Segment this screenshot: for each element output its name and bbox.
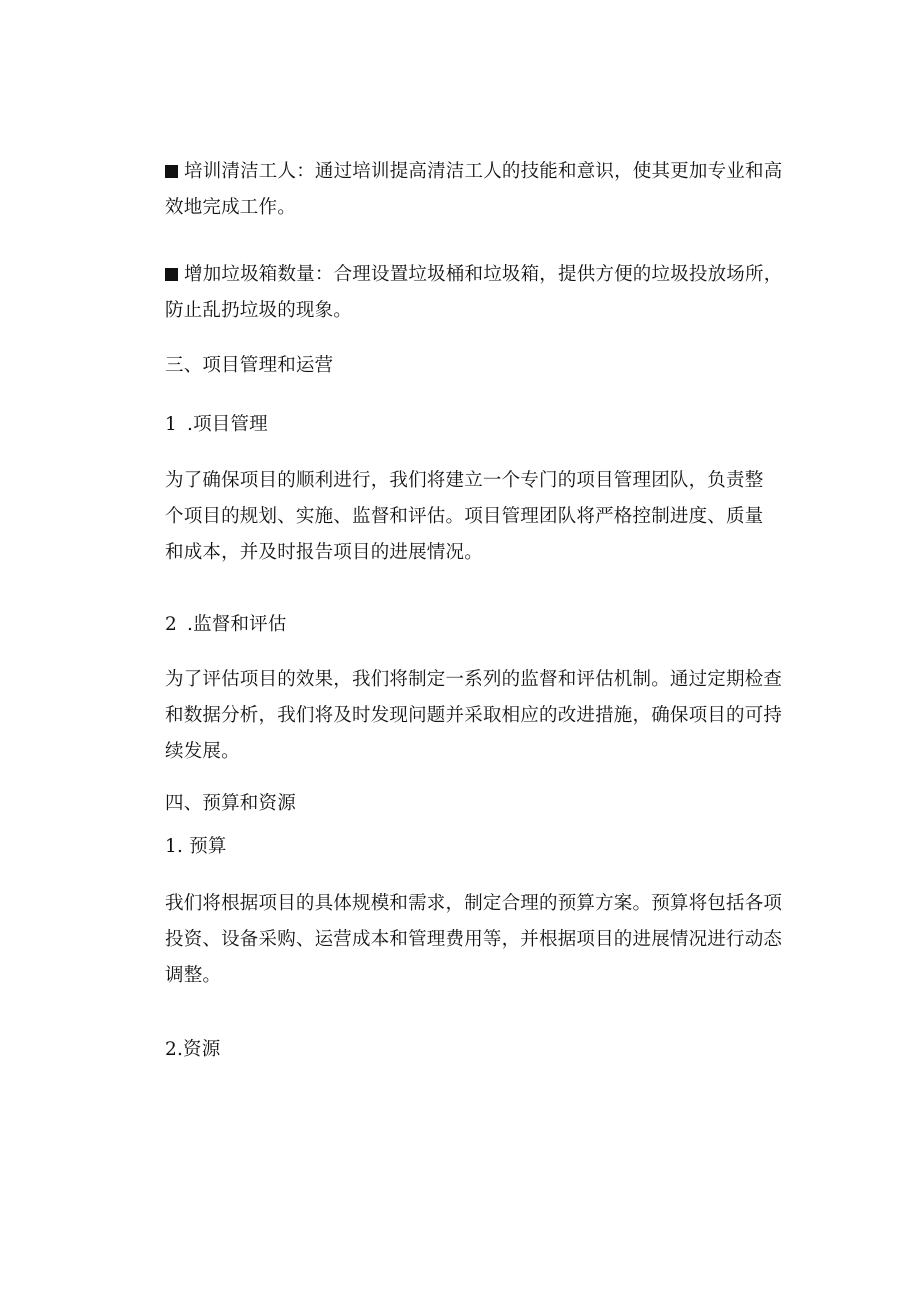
black-square-bullet-icon (165, 165, 178, 178)
subheading-resources: 2.资源 (165, 1039, 221, 1060)
section-heading-management: 三、项目管理和运营 (165, 355, 334, 376)
subheading-label: .监督和评估 (186, 614, 287, 635)
bullet-text: 增加垃圾箱数量：合理设置垃圾桶和垃圾箱，提供方便的垃圾投放场所，防止乱扔垃圾的现象。 (165, 264, 783, 321)
bullet-text: 培训清洁工人：通过培训提高清洁工人的技能和意识，使其更加专业和高效地完成工作。 (165, 161, 783, 218)
subheading-budget: 1. 预算 (165, 836, 227, 857)
subheading-label: .项目管理 (186, 414, 268, 435)
paragraph-supervision: 为了评估项目的效果，我们将制定一系列的监督和评估机制。通过定期检查和数据分析，我们将及时发现问题并采取相应的改进措施，确保项目的可持续发展。 (165, 669, 783, 762)
black-square-bullet-icon (165, 268, 178, 281)
subheading-project-management (165, 407, 795, 443)
subheading-number: 2 (165, 614, 177, 635)
bullet-item-bins (165, 257, 785, 329)
paragraph-budget: 我们将根据项目的具体规模和需求，制定合理的预算方案。预算将包括各项投资、设备采购、运营成本和管理费用等，并根据项目的进展情况进行动态调整。 (165, 893, 783, 986)
subheading-number: 1 (165, 414, 177, 435)
section-heading-budget: 四、预算和资源 (165, 793, 296, 814)
subheading-supervision (165, 607, 795, 643)
bullet-item-training (165, 154, 790, 226)
paragraph-project-management: 为了确保项目的顺利进行，我们将建立一个专门的项目管理团队，负责整个项目的规划、实施、监督和评估。项目管理团队将严格控制进度、质量和成本，并及时报告项目的进展情况。 (165, 470, 764, 563)
